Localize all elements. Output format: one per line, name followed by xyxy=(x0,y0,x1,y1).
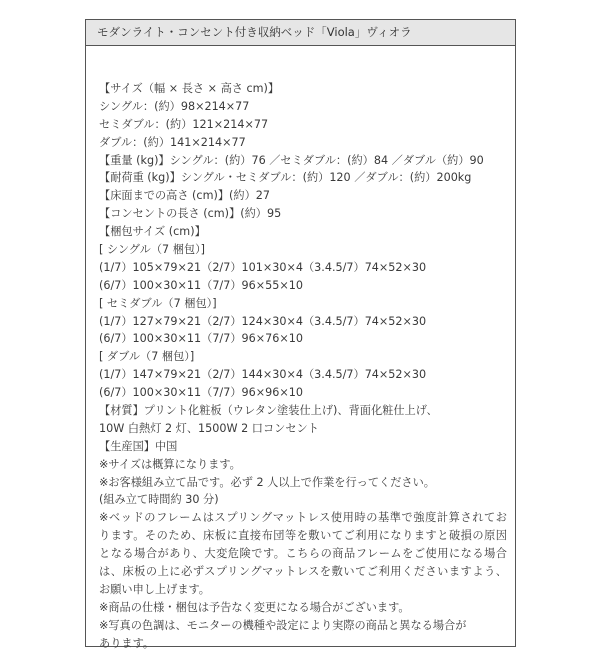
spec-line: (1/7）105×79×21（2/7）101×30×4（3.4.5/7）74×52×30 xyxy=(99,260,427,274)
spec-line: ※商品の仕様・梱包は予告なく変更になる場合がございます。 xyxy=(99,600,410,614)
spec-line: お願い申し上げます。 xyxy=(99,582,210,596)
spec-line: ※ベッドのフレームはスプリングマットレス使用時の基準で強度計算されてお xyxy=(99,511,507,525)
spec-line: 10W 白熱灯 2 灯、1500W 2 口コンセント xyxy=(99,421,319,435)
spec-line: となる場合があり、大変危険です。こちらの商品フレームをご使用になる場合 xyxy=(99,547,507,561)
spec-line: シングル：(約）98×214×77 xyxy=(99,99,250,113)
spec-line: ります。そのため、床板に直接布団等を敷いてご利用になりますと破損の原因 xyxy=(99,529,507,543)
spec-line: ※写真の色調は、モニターの機種や設定により実際の商品と異なる場合が xyxy=(99,618,467,632)
spec-line: [ セミダブル（7 梱包）] xyxy=(99,296,217,310)
spec-line: (1/7）147×79×21（2/7）144×30×4（3.4.5/7）74×52×30 xyxy=(99,368,427,382)
spec-line: [ ダブル（7 梱包）] xyxy=(99,350,195,364)
spec-line: 【重量 (kg)】シングル：(約）76 ／セミダブル：(約）84 ／ダブル（約）90 xyxy=(99,153,484,167)
spec-line: 【サイズ（幅 × 長さ × 高さ cm)】 xyxy=(99,82,280,95)
spec-body xyxy=(86,46,515,653)
spec-line: (6/7）100×30×11（7/7）96×76×10 xyxy=(99,332,303,346)
spec-line: 【耐荷重 (kg)】シングル・セミダブル：(約）120 ／ダブル：(約）200kg xyxy=(99,171,472,185)
spec-line: 【梱包サイズ (cm)】 xyxy=(99,225,206,239)
spec-line: (組み立て時間約 30 分) xyxy=(99,493,219,507)
spec-line: (6/7）100×30×11（7/7）96×96×10 xyxy=(99,386,303,400)
spec-line: (6/7）100×30×11（7/7）96×55×10 xyxy=(99,278,303,292)
spec-line: 【コンセントの長さ (cm)】(約）95 xyxy=(99,207,282,221)
spec-line: 【生産国】中国 xyxy=(99,439,178,453)
spec-line: [ シングル（7 梱包）] xyxy=(99,243,206,257)
spec-line: 【材質】プリント化粧板（ウレタン塗装仕上げ)、背面化粧仕上げ、 xyxy=(99,404,438,418)
spec-line: ダブル：(約）141×214×77 xyxy=(99,135,246,149)
spec-line: は、床板の上に必ずスプリングマットレスを敷いてご利用くださいますよう、 xyxy=(99,565,507,579)
spec-sheet xyxy=(85,19,516,650)
spec-line: 【床面までの高さ (cm)】(約）27 xyxy=(99,189,270,203)
spec-line: (1/7）127×79×21（2/7）124×30×4（3.4.5/7）74×52×30 xyxy=(99,314,427,328)
spec-line: ※お客様組み立て品です。必ず 2 人以上で作業を行ってください。 xyxy=(99,475,435,489)
spec-line: セミダブル：(約）121×214×77 xyxy=(99,117,269,131)
spec-line: ※サイズは概算になります。 xyxy=(99,457,241,471)
product-title: モダンライト・コンセント付き収納ベッド「Viola」ヴィオラ xyxy=(86,20,515,46)
spec-line: あります。 xyxy=(99,636,155,650)
